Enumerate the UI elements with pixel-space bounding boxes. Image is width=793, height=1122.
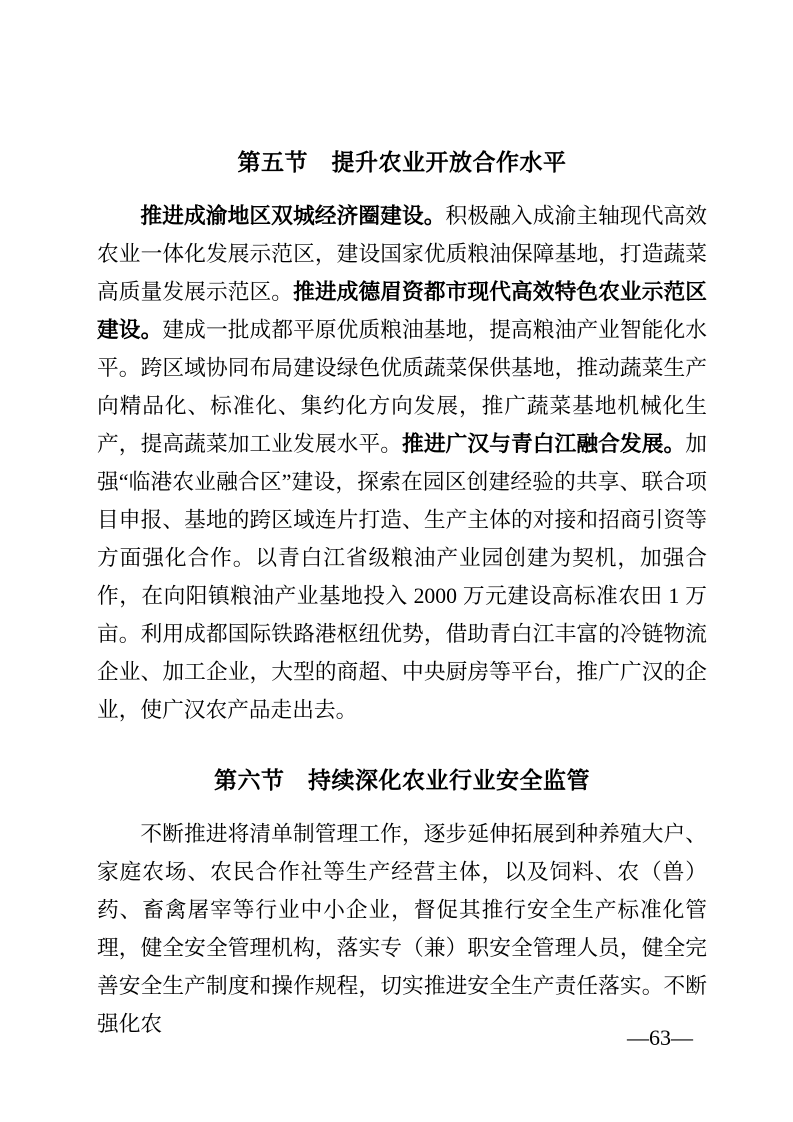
body-paragraph [97,197,707,729]
bold-text-run: 推进成德眉资都市现代高效特色农业示范区建设。 [97,279,707,342]
text-run: 积极融入成渝主轴现代高效农业一体化发展示范区，建设国家优质粮油保障基地，打造蔬菜高质量发展示范区。 [97,204,707,304]
text-run: 加强“临港农业融合区”建设，探索在园区创建经验的共享、联合项目申报、基地的跨区域连片打造、生产主体的对接和招商引资等方面强化合作。以青白江省级粮油产业园创建为契机，加强合作，在向阳镇粮油产业基地投入 2000 万元建设高标准农田 1 万亩。利用成都国际铁路港枢纽优势，借助青白江丰富的冷链物流企业、加工企业，大型的商超、中央厨房等平台，推广广汉的企业，使广汉农产品走出去。 [97,432,707,722]
text-run: 不断推进将清单制管理工作，逐步延伸拓展到种养殖大户、家庭农场、农民合作社等生产经营主体，以及饲料、农（兽）药、畜禽屠宰等行业中小企业，督促其推行安全生产标准化管理，健全安全管理机构，落实专（兼）职安全管理人员，健全完善安全生产制度和操作规程，切实推进安全生产责任落实。不断强化农 [97,822,707,1036]
document-section [97,761,707,1043]
section-heading: 第六节 持续深化农业行业安全监管 [214,767,590,793]
body-paragraph [97,815,707,1043]
page-number: —63— [627,1025,693,1050]
document-content [97,143,707,1043]
text-run: 建成一批成都平原优质粮油基地，提高粮油产业智能化水平。跨区域协同布局建设绿色优质蔬菜保供基地，推动蔬菜生产向精品化、标准化、集约化方向发展，推广蔬菜基地机械化生产，提高蔬菜加工业发展水平。 [97,318,707,456]
bold-text-run: 推进成渝地区双城经济圈建设。 [140,203,446,228]
bold-text-run: 推进广汉与青白江融合发展。 [402,431,686,456]
section-heading: 第五节 提升农业开放合作水平 [237,149,567,175]
document-section [97,143,707,729]
